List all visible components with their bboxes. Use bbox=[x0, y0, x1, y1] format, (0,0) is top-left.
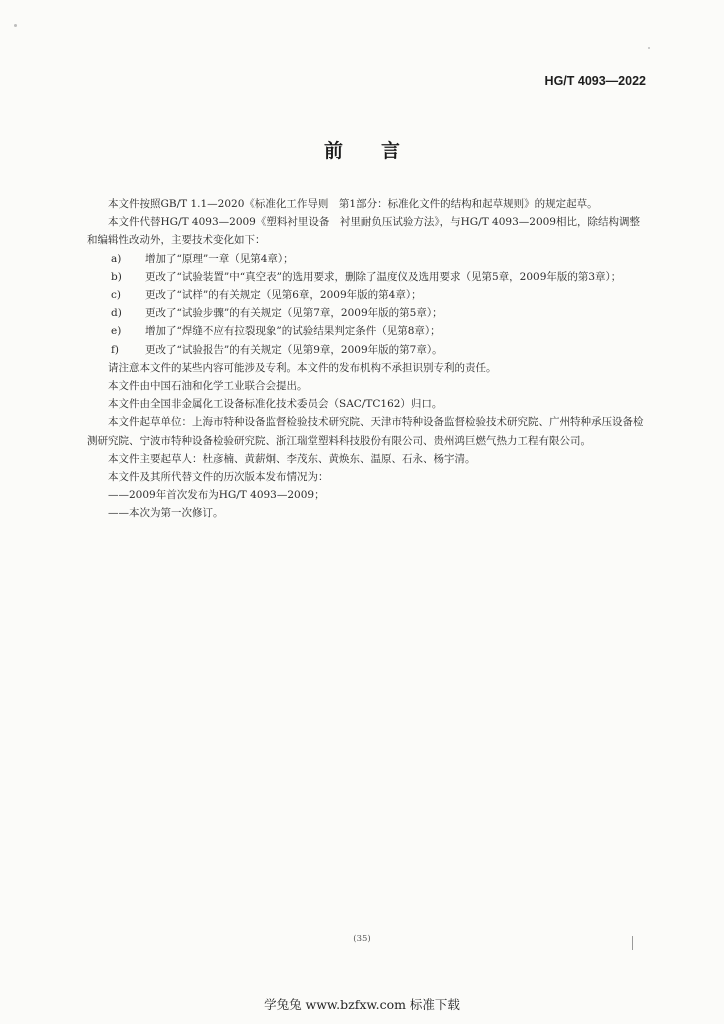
list-item bbox=[87, 341, 650, 359]
list-item-text: 更改了“试验装置”中“真空表”的选用要求，删除了温度仪及选用要求（见第5章，2009年版的第3章）； bbox=[145, 270, 622, 283]
history-item: ——本次为第一次修订。 bbox=[108, 507, 224, 520]
list-item-label: a) bbox=[111, 252, 122, 265]
standard-code: HG/T 4093—2022 bbox=[544, 74, 646, 88]
footer-watermark: 学兔兔 www.bzfxw.com 标准下载 bbox=[264, 997, 460, 1012]
list-item-text: 更改了“试验步骤”的有关规定（见第7章，2009年版的第5章）； bbox=[145, 307, 443, 320]
list-item-label: f) bbox=[111, 343, 119, 356]
document-body bbox=[87, 195, 650, 523]
list-item-text: 更改了“试样”的有关规定（见第6章，2009年版的第4章）； bbox=[145, 289, 422, 302]
page-title: 前言 bbox=[323, 140, 438, 162]
paragraph-replacement: 本文件代替HG/T 4093—2009《塑料衬里设备 衬里耐负压试验方法》，与HG/T 4093—2009相比，除结构调整和编辑性改动外，主要技术变化如下： bbox=[87, 216, 640, 247]
list-item-label: c) bbox=[111, 289, 121, 302]
list-item bbox=[87, 304, 650, 322]
list-item bbox=[87, 250, 650, 268]
paragraph-proposer: 本文件由中国石油和化学工业联合会提出。 bbox=[108, 380, 308, 393]
paragraph-patent-notice: 请注意本文件的某些内容可能涉及专利。本文件的发布机构不承担识别专利的责任。 bbox=[108, 361, 497, 374]
list-item-text: 更改了“试验报告”的有关规定（见第9章，2009年版的第7章）。 bbox=[145, 343, 443, 356]
list-item bbox=[87, 322, 650, 340]
history-item: ——2009年首次发布为HG/T 4093—2009； bbox=[108, 489, 325, 502]
list-item-label: e) bbox=[111, 325, 122, 338]
scan-edge-mark bbox=[632, 936, 633, 950]
page-number: (35) bbox=[353, 934, 371, 944]
paragraph-drafters: 本文件主要起草人：杜彦楠、黄薪炯、李茂东、黄焕东、温原、石永、杨宇清。 bbox=[108, 452, 476, 465]
list-item-label: b) bbox=[111, 270, 122, 283]
list-item bbox=[87, 268, 650, 286]
list-item bbox=[87, 286, 650, 304]
scan-speck bbox=[648, 47, 650, 49]
list-item-text: 增加了“原理”一章（见第4章）； bbox=[145, 252, 294, 265]
scan-speck bbox=[14, 24, 17, 27]
paragraph-history-intro: 本文件及其所代替文件的历次版本发布情况为： bbox=[108, 471, 329, 484]
list-item-label: d) bbox=[111, 307, 122, 320]
paragraph-committee: 本文件由全国非金属化工设备标准化技术委员会（SAC/TC162）归口。 bbox=[108, 398, 443, 411]
paragraph-drafting-rules: 本文件按照GB/T 1.1—2020《标准化工作导则 第1部分：标准化文件的结构和起草规则》的规定起草。 bbox=[108, 198, 598, 210]
paragraph-drafting-units: 本文件起草单位：上海市特种设备监督检验技术研究院、天津市特种设备监督检验技术研究院、广州特种承压设备检测研究院、宁波市特种设备检验研究院、浙江瑞堂塑料科技股份有限公司、贵州鸿巨燃气热力工程有限公司。 bbox=[87, 416, 644, 447]
list-item-text: 增加了“焊缝不应有拉裂现象”的试验结果判定条件（见第8章）； bbox=[145, 325, 441, 338]
